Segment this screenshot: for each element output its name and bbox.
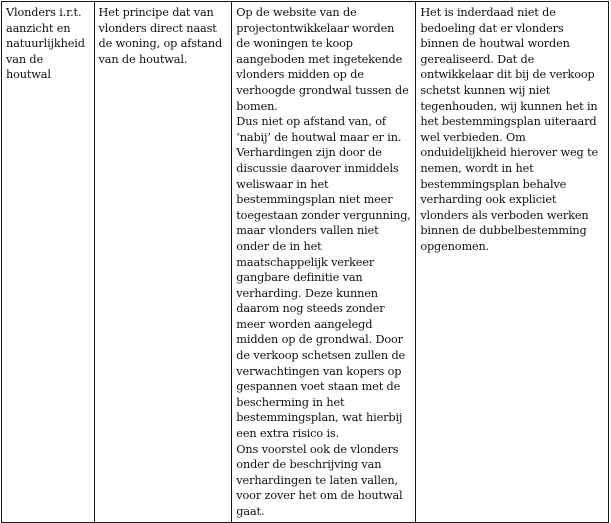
document-table <box>1 1 609 523</box>
comment-text: Het principe dat van vlonders direct naast de woning, op afstand van de houtwal. <box>98 6 223 66</box>
cell-subject <box>2 2 95 523</box>
argument-paragraph: Op de website van de projectontwikkelaar worden de woningen te koop aangeboden met ingetekende vlonders midden op de verhoogde grondwal tussen de bomen. <box>236 6 409 113</box>
response-text: Het is inderdaad niet de bedoeling dat er vlonders binnen de houtwal worden gerealiseerd. Dat de ontwikkelaar dit bij de verkoop schetst kunnen wij niet tegenhouden, wij kunnen het in het bestemmingsplan uiteraard wel verbieden. Om onduidelijkheid hierover weg te nemen, wordt in het bestemmingsplan behalve verharding ook expliciet vlonders als verboden werken binnen de dubbelbestemming opgenomen. <box>420 6 599 253</box>
table-row <box>2 2 609 523</box>
cell-comment <box>94 2 232 523</box>
argument-paragraph: Dus niet op afstand van, of ‘nabij’ de houtwal maar er in. Verhardingen zijn door de discussie daarover inmiddels weliswaar in het bestemmingsplan niet meer toegestaan zonder vergunning, maar vlonders vallen niet onder de in het maatschappelijk verkeer gangbare definitie van verharding. Deze kunnen daarom nog steeds zonder meer worden aangelegd midden op de grondwal. Door de verkoop schetsen zullen de verwachtingen van kopers op gespannen voet staan met de bescherming in het bestemmingsplan, wat hierbij een extra risico is. <box>236 115 411 441</box>
cell-response <box>416 2 609 523</box>
subject-text: Vlonders i.r.t. aanzicht en natuurlijkheid van de houtwal <box>6 6 85 82</box>
argument-paragraph: Ons voorstel ook de vlonders onder de beschrijving van verhardingen te laten vallen, voor zover het om de houtwal gaat. <box>236 442 403 518</box>
cell-argument <box>232 2 416 523</box>
